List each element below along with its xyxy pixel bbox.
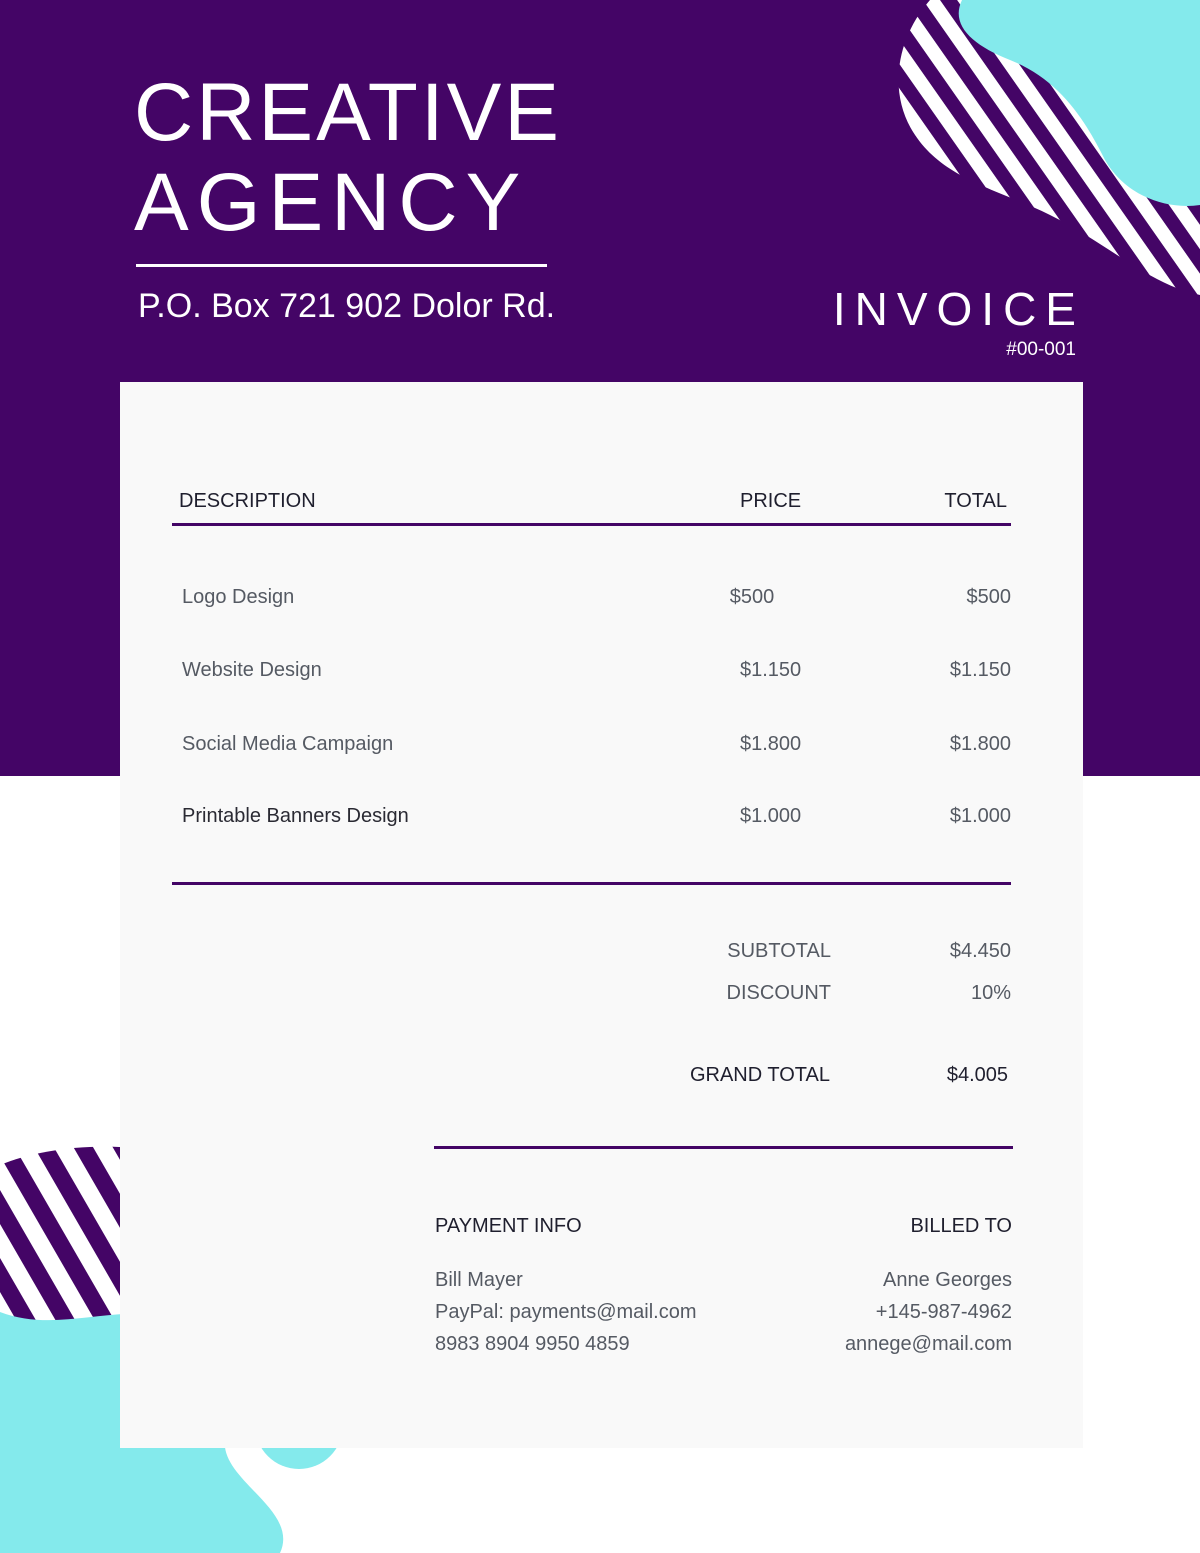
payment-info-heading: PAYMENT INFO [435, 1215, 582, 1237]
discount-value: 10% [970, 982, 1011, 1004]
row-price: $500 [729, 586, 775, 608]
brand-divider [136, 264, 547, 267]
invoice-title: INVOICE [832, 283, 1085, 335]
agency-address: P.O. Box 721 902 Dolor Rd. [138, 287, 556, 325]
row-total: $500 [966, 586, 1011, 608]
row-description: Logo Design [182, 586, 295, 608]
row-description: Website Design [182, 659, 322, 681]
column-header-total: TOTAL [944, 490, 1007, 512]
header-divider [172, 523, 1011, 526]
grand-total-label: GRAND TOTAL [689, 1064, 830, 1086]
payment-paypal: PayPal: payments@mail.com [435, 1301, 697, 1323]
row-total: $1.800 [949, 733, 1011, 755]
row-total: $1.150 [949, 659, 1011, 681]
row-price: $1.800 [740, 733, 802, 755]
payment-name: Bill Mayer [435, 1269, 523, 1291]
payment-account: 8983 8904 9950 4859 [435, 1333, 630, 1355]
row-description: Printable Banners Design [182, 805, 409, 827]
subtotal-label: SUBTOTAL [727, 940, 831, 962]
column-header-price: PRICE [740, 490, 802, 512]
items-divider [172, 882, 1011, 885]
invoice-number: #00-001 [1006, 339, 1076, 360]
billed-name: Anne Georges [883, 1269, 1012, 1291]
row-description: Social Media Campaign [182, 733, 394, 755]
agency-name-line2: AGENCY [134, 157, 529, 248]
discount-label: DISCOUNT [726, 982, 831, 1004]
summary-divider [434, 1146, 1013, 1149]
row-total: $1.000 [949, 805, 1011, 827]
agency-name [134, 68, 562, 248]
billed-to-heading: BILLED TO [910, 1215, 1012, 1237]
row-price: $1.000 [740, 805, 802, 827]
column-header-description: DESCRIPTION [179, 490, 316, 512]
top-right-decoration [899, 0, 1200, 295]
billed-email: annege@mail.com [844, 1333, 1012, 1355]
billed-phone: +145-987-4962 [875, 1301, 1012, 1323]
subtotal-value: $4.450 [949, 940, 1011, 962]
row-price: $1.150 [740, 659, 802, 681]
agency-name-line1: CREATIVE [134, 67, 562, 158]
grand-total-value: $4.005 [946, 1064, 1008, 1086]
